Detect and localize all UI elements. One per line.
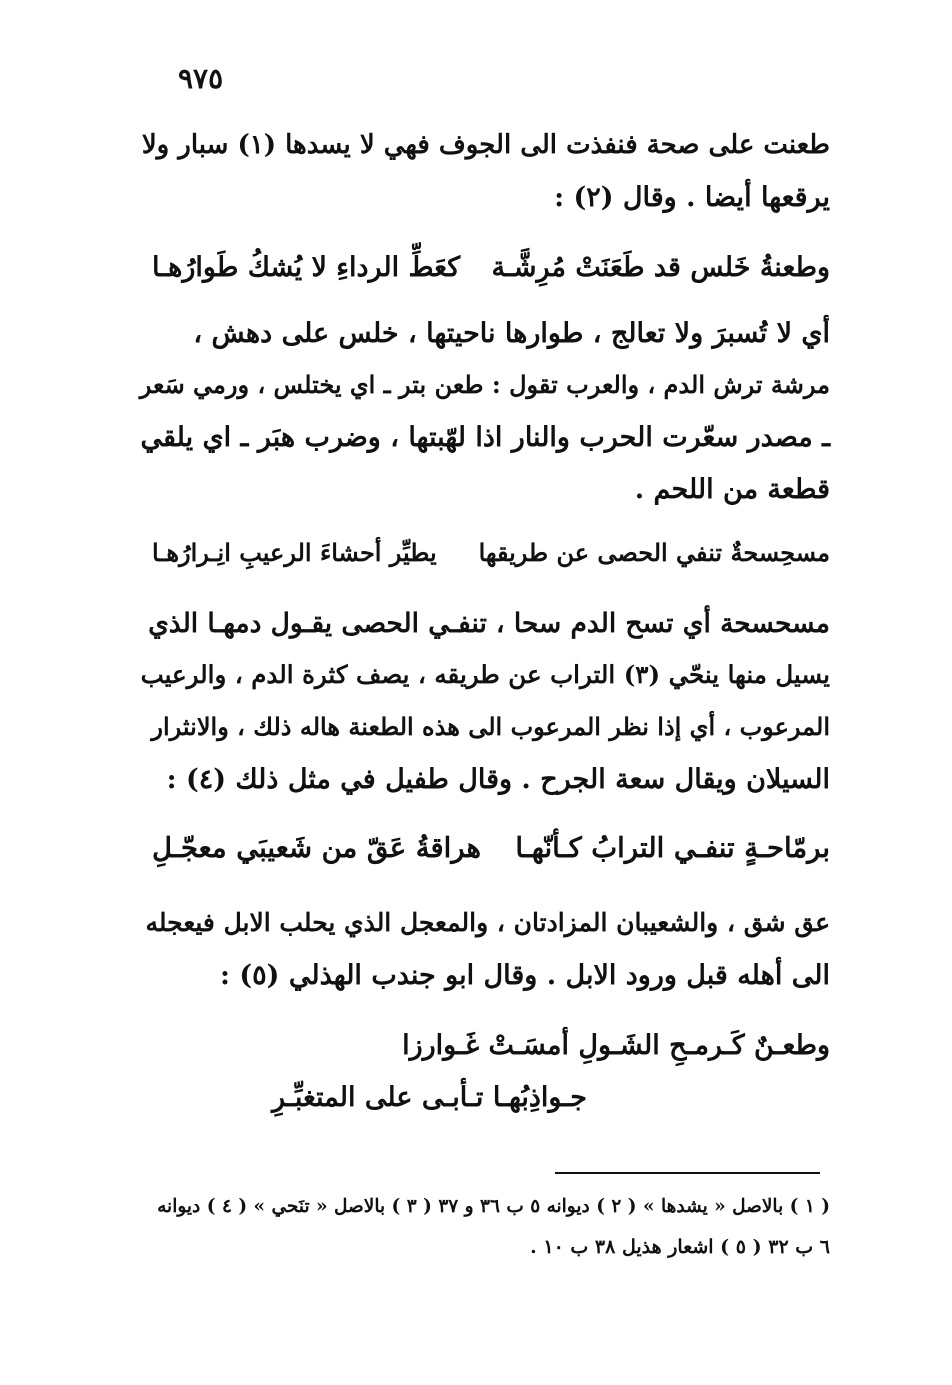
verse-1: [152, 252, 830, 283]
verse-4-line-2: جـواذِبُهـا تـأبـى على المتغبِّـرِ: [272, 1082, 587, 1113]
verse-3-second-hemistich: هراقةُ عَقّ من شَعيبَي معجّـلِ: [152, 832, 481, 864]
para3-line-3: المرعوب ، أي إذا نظر المرعوب الى هذه الطعنة هاله ذلك ، والانثرار: [151, 712, 830, 741]
verse-2-second-hemistich: يطيِّر أحشاءَ الرعيبِ انِـرارُهـا: [152, 538, 437, 567]
verse-3-first-hemistich: برمّاحـةٍ تنفـي الترابُ كـأنّهـا: [515, 832, 830, 864]
para3-line-2: يسيل منها ينحّي (٣) التراب عن طريقه ، يصف كثرة الدم ، والرعيب: [140, 660, 830, 689]
para2-line-4: قطعة من اللحم .: [634, 474, 830, 505]
para1-line-2: يرقعها أيضا . وقال (٢) :: [554, 182, 830, 213]
verse-1-second-hemistich: كعَطِّ الرداءِ لا يُشكُ طَوارُهـا: [152, 252, 461, 283]
para2-line-2: مرشة ترش الدم ، والعرب تقول : طعن بتر ـ اي يختلس ، ورمي سَعر: [139, 370, 830, 399]
verse-2-first-hemistich: مسحِسحةٌ تنفي الحصى عن طريقها: [478, 538, 830, 567]
para2-line-1: أي لا تُسبرَ ولا تعالج ، طوارها ناحيتها ، خلس على دهش ،: [193, 318, 830, 349]
footnote-line-1: ( ١ ) بالاصل « يشدها » ( ٢ ) ديوانه ٥ ب ٣٦ و ٣٧ ( ٣ ) بالاصل « تنَحي » ( ٤ ) ديوانه: [157, 1196, 830, 1217]
para3-line-1: مسحسحة أي تسح الدم سحا ، تنفـي الحصى يقـول دمهـا الذي: [148, 608, 830, 639]
footnote-line-2: ٦ ب ٣٢ ( ٥ ) اشعار هذيل ٣٨ ب ١٠ .: [530, 1236, 830, 1258]
para3-line-4: السيلان ويقال سعة الجرح . وقال طفيل في مثل ذلك (٤) :: [166, 764, 830, 795]
para4-line-1: عق شق ، والشعيبان المزادتان ، والمعجل الذي يحلب الابل فيعجله: [145, 908, 830, 937]
verse-2: [152, 538, 830, 567]
para2-line-3: ـ مصدر سعّرت الحرب والنار اذا لهّبتها ، وضرب هبَر ـ اي يلقي: [140, 422, 830, 453]
footnote-divider: [555, 1172, 820, 1174]
verse-1-first-hemistich: وطعنةُ خَلس قد طَعَنَتْ مُرِشَّـة: [491, 252, 830, 283]
para4-line-2: الى أهله قبل ورود الابل . وقال ابو جندب الهذلي (٥) :: [220, 960, 830, 991]
para1-line-1: طعنت على صحة فنفذت الى الجوف فهي لا يسدها (١) سبار ولا: [141, 130, 830, 160]
page-number: ٩٧٥: [178, 62, 224, 95]
verse-4-line-1: وطعـنٌ كَـرمـحِ الشَـولِ أمسَـتْ غَـوارزا: [402, 1030, 830, 1061]
verse-3: [152, 832, 830, 864]
